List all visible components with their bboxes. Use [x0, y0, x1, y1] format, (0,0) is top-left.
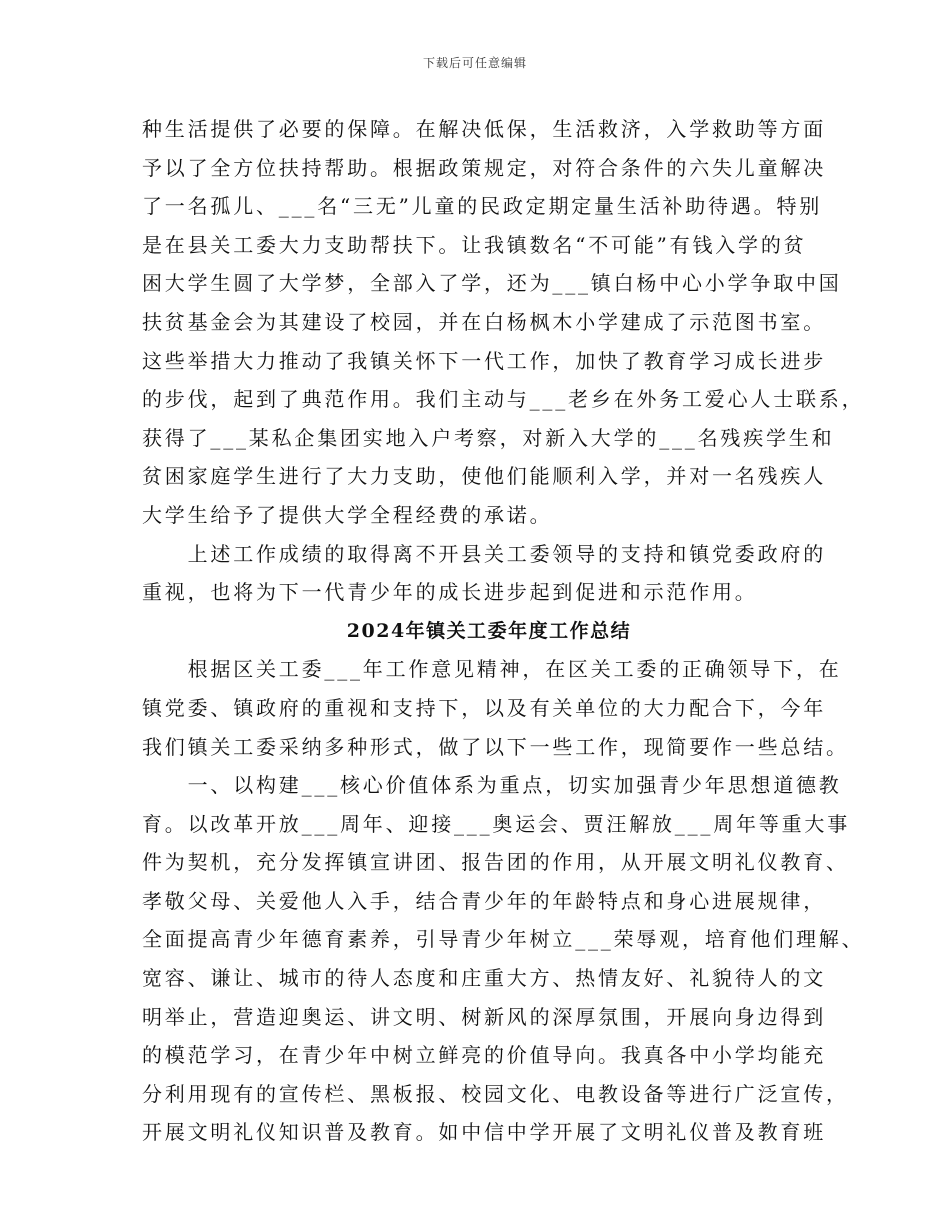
text-line: 育。以改革开放___周年、迎接___奥运会、贾汪解放___周年等重大事	[142, 811, 850, 836]
section-title: 2024年镇关工委年度工作总结	[346, 619, 632, 642]
text-line: 获得了___某私企集团实地入户考察，对新入大学的___名残疾学生和	[142, 425, 835, 450]
text-line: 上述工作成绩的取得离不开县关工委领导的支持和镇党委政府的	[142, 541, 826, 566]
text-line: 予以了全方位扶持帮助。根据政策规定，对符合条件的六失儿童解决	[142, 155, 826, 180]
text-line: 一、以构建___核心价值体系为重点，切实加强青少年思想道德教	[142, 773, 842, 798]
page-header: 下载后可任意编辑	[422, 56, 527, 70]
text-line: 的步伐，起到了典范作用。我们主动与___老乡在外务工爱心人士联系，	[142, 387, 865, 412]
text-line: 件为契机，充分发挥镇宣讲团、报告团的作用，从开展文明礼仪教育、	[142, 850, 849, 875]
text-line: 根据区关工委___年工作意见精神，在区关工委的正确领导下，在	[142, 657, 842, 682]
text-line: 开展文明礼仪知识普及教育。如中信中学开展了文明礼仪普及教育班	[142, 1120, 826, 1145]
text-line: 分利用现有的宣传栏、黑板报、校园文化、电教设备等进行广泛宣传，	[142, 1081, 849, 1106]
text-line: 这些举措大力推动了我镇关怀下一代工作，加快了教育学习成长进步	[142, 348, 826, 373]
text-line: 的模范学习，在青少年中树立鲜亮的价值导向。我真各中小学均能充	[142, 1043, 826, 1068]
text-line: 种生活提供了必要的保障。在解决低保，生活救济，入学救助等方面	[142, 117, 826, 141]
text-line: 镇党委、镇政府的重视和支持下，以及有关单位的大力配合下，今年	[142, 695, 826, 720]
text-line: 孝敬父母、关爱他人入手，结合青少年的年龄特点和身心进展规律，	[142, 888, 826, 913]
text-line: 全面提高青少年德育素养，引导青少年树立___荣辱观，培育他们理解、	[142, 927, 865, 952]
text-line: 困大学生圆了大学梦，全部入了学，还为___镇白杨中心小学争取中国	[142, 271, 842, 296]
text-line: 宽容、谦让、城市的待人态度和庄重大方、热情友好、礼貌待人的文	[142, 966, 826, 991]
document-body	[142, 110, 865, 1152]
text-line: 明举止，营造迎奥运、讲文明、树新风的深厚氛围，开展向身边得到	[142, 1004, 826, 1029]
text-line: 大学生给予了提供大学全程经费的承诺。	[142, 502, 553, 527]
text-line: 重视，也将为下一代青少年的成长进步起到促进和示范作用。	[142, 580, 758, 605]
text-line: 我们镇关工委采纳多种形式，做了以下一些工作，现简要作一些总结。	[142, 734, 849, 759]
text-line: 是在县关工委大力支助帮扶下。让我镇数名“不可能”有钱入学的贫	[142, 232, 807, 257]
text-line: 扶贫基金会为其建设了校园，并在白杨枫木小学建成了示范图书室。	[142, 309, 826, 334]
text-line: 了一名孤儿、___名“三无”儿童的民政定期定量生活补助待遇。特别	[142, 194, 823, 219]
text-line: 贫困家庭学生进行了大力支助，使他们能顺利入学，并对一名残疾人	[142, 464, 826, 489]
